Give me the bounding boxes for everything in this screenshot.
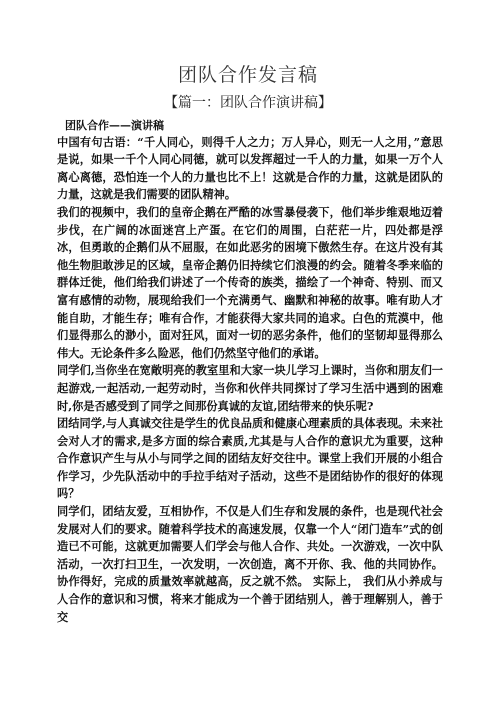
page-subtitle: 【篇一：团队合作演讲稿】 <box>164 95 332 111</box>
paragraph: 团结同学,与人真诚交往是学生的优良品质和健康心理素质的具体表现。未来社会对人才的需求,是多方面的综合素质,尤其是与人合作的意识尤为重要，这种合作意识产生与从小与同学之间的团结友好交往中。课堂上我们开展的小组合作学习，少先队活动中的手拉手结对子活动，这些不是团结协作的很好的体现吗？ <box>57 416 443 501</box>
page-title: 团队合作发言稿 <box>177 64 318 86</box>
paragraph: 同学们,当你坐在宽敞明亮的教室里和大家一块儿学习上课时，当你和朋友们一起游戏,一起活动,一起劳动时，当你和伙伴共同探讨了学习生活中遇到的困难时,你是否感受到了同学之间那份真诚的友谊,团结带来的快乐呢? <box>57 363 443 413</box>
paragraph: 中国有句古语：“千人同心，则得千人之力；万人异心，则无一人之用，”意思是说，如果一千个人同心同德，就可以发挥超过一千人的力量，如果一万个人离心离德，恐怕连一个人的力量也比不上！这就是合作的力量，这就是团队的力量，这就是我们需要的团队精神。 <box>57 134 443 202</box>
document-body <box>57 118 443 626</box>
paragraph: 同学们，团结友爱，互相协作，不仅是人们生存和发展的条件，也是现代社会发展对人们的要求。随着科学技术的高速发展，仅靠一个人“闭门造车”式的创造已不可能，这就更加需要人们学会与他人合作、共处。一次游戏，一次中队活动，一次打扫卫生，一次发明，一次创造，离不开你、我、他的共同协作。协作得好，完成的质量效率就越高，反之就不然。 实际上， 我们从小养成与人合作的意识和习惯，将来才能成为一个善于团结别人，善于理解别人，善于交 <box>57 504 443 624</box>
paragraph: 我们的视频中，我们的皇帝企鹅在严酷的冰雪暴侵袭下，他们举步维艰地迈着步伐，在广阔的冰面迷宫上产蛋。在它们的周围，白茫茫一片，四处都是浮冰，但勇敢的企鹅们从不屈服，在如此恶劣的困境下傲然生存。在这片没有其他生物胆敢涉足的区域，皇帝企鹅仍旧持续它们浪漫的约会。随着冬季来临的群体迁徙，他们给我们讲述了一个传奇的族类，描绘了一个神奇、特别、而又富有感情的动物，展现给我们一个充满勇气、幽默和神秘的故事。唯有助人才能自助，才能生存；唯有合作，才能获得大家共同的追求。白色的荒漠中，他们显得那么的渺小，面对狂风，面对一切的恶劣条件，他们的坚韧却显得那么伟大。无论条件多么险恶，他们仍然坚守他们的承诺。 <box>57 204 443 360</box>
section-heading: 团队合作——演讲稿 <box>65 119 164 132</box>
